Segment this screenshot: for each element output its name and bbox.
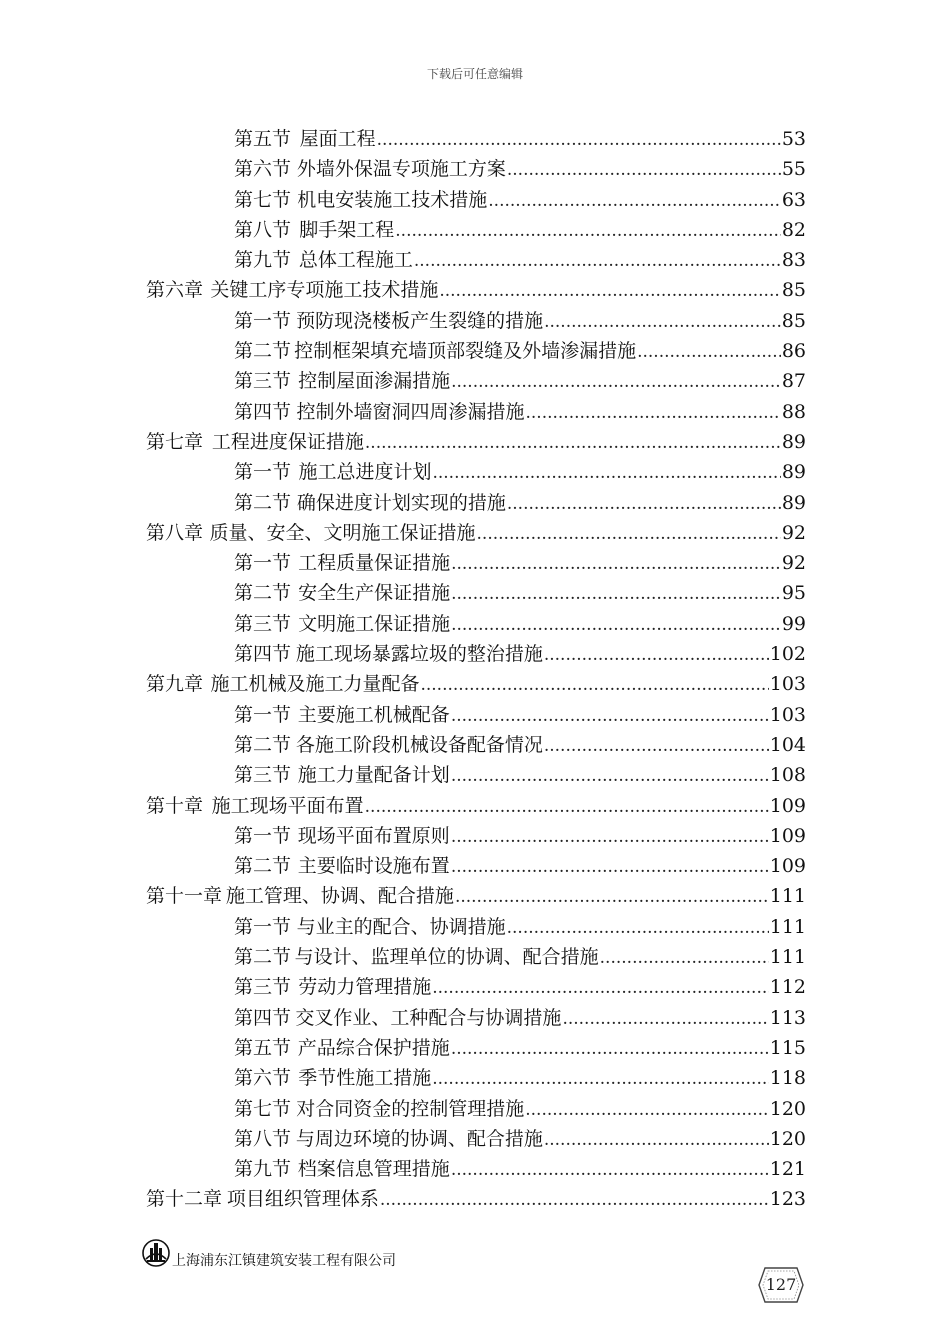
toc-entry-title: 机电安装施工技术措施 — [297, 188, 488, 211]
toc-section-row[interactable] — [146, 1033, 806, 1063]
toc-entry-page: 118 — [769, 1067, 806, 1090]
toc-dot-leader — [432, 457, 780, 487]
toc-entry-number: 第三节 — [234, 612, 292, 635]
toc-entry-title: 产品综合保护措施 — [297, 1036, 450, 1059]
toc-dot-leader — [377, 124, 781, 154]
toc-dot-leader — [507, 912, 769, 942]
toc-dot-leader — [414, 245, 781, 275]
toc-entry-page: 103 — [769, 703, 806, 726]
toc-entry-title: 施工现场暴露垃圾的整治措施 — [295, 643, 543, 666]
toc-dot-leader — [507, 488, 781, 518]
toc-entry-number: 第七节 — [234, 1097, 292, 1120]
toc-entry-page: 111 — [769, 915, 806, 938]
toc-dot-leader — [525, 1094, 769, 1124]
toc-section-row[interactable] — [146, 912, 806, 942]
toc-dot-leader — [432, 1063, 769, 1093]
toc-entry-number: 第十一章 — [146, 885, 223, 908]
toc-entry-number: 第三节 — [234, 764, 292, 787]
toc-dot-leader — [395, 215, 781, 245]
toc-entry-title: 与周边环境的协调、配合措施 — [295, 1127, 543, 1150]
page-header: 下载后可任意编辑 — [426, 67, 523, 81]
toc-entry-title: 确保进度计划实现的措施 — [296, 491, 506, 514]
toc-section-row[interactable] — [146, 245, 806, 275]
toc-entry-number: 第八章 — [146, 521, 204, 544]
toc-section-row[interactable] — [146, 397, 806, 427]
toc-entry-page: 87 — [781, 370, 806, 393]
toc-dot-leader — [451, 821, 769, 851]
toc-entry-title: 施工管理、协调、配合措施 — [225, 885, 454, 908]
toc-dot-leader — [380, 1184, 769, 1214]
toc-section-row[interactable] — [146, 730, 806, 760]
toc-entry-number: 第五节 — [234, 1036, 292, 1059]
toc-dot-leader — [544, 1124, 769, 1154]
toc-dot-leader — [451, 1033, 769, 1063]
toc-dot-leader — [637, 336, 781, 366]
toc-entry-page: 55 — [781, 158, 806, 181]
toc-entry-title: 关键工序专项施工技术措施 — [210, 279, 439, 302]
toc-section-row[interactable] — [146, 972, 806, 1002]
toc-entry-number: 第五节 — [234, 128, 292, 150]
toc-entry-title: 项目组织管理体系 — [226, 1188, 379, 1211]
toc-chapter-row[interactable] — [146, 669, 806, 699]
toc-entry-title: 档案信息管理措施 — [297, 1158, 450, 1181]
toc-chapter-row[interactable] — [146, 427, 806, 457]
toc-entry-page: 89 — [781, 461, 806, 484]
toc-entry-title: 各施工阶段机械设备配备情况 — [295, 733, 543, 756]
toc-dot-leader — [451, 851, 769, 881]
toc-entry-page: 85 — [781, 309, 806, 332]
toc-entry-title: 施工总进度计划 — [298, 461, 432, 484]
toc-entry-page: 89 — [781, 491, 806, 514]
toc-section-row[interactable] — [146, 457, 806, 487]
toc-section-row[interactable] — [146, 366, 806, 396]
toc-section-row[interactable] — [146, 1003, 806, 1033]
toc-entry-title: 施工现场平面布置 — [211, 794, 364, 817]
toc-section-row[interactable] — [146, 548, 806, 578]
table-of-contents — [146, 124, 806, 1215]
toc-entry-number: 第九节 — [234, 1158, 292, 1181]
toc-entry-page: 63 — [781, 188, 806, 211]
toc-entry-title: 现场平面布置原则 — [297, 824, 450, 847]
toc-entry-title: 季节性施工措施 — [298, 1067, 432, 1090]
toc-entry-number: 第二节 — [234, 582, 292, 605]
toc-entry-page: 92 — [781, 521, 806, 544]
toc-dot-leader — [420, 669, 768, 699]
toc-dot-leader — [451, 548, 781, 578]
toc-entry-number: 第一节 — [234, 824, 292, 847]
toc-entry-title: 工程质量保证措施 — [298, 552, 451, 575]
toc-entry-page: 99 — [781, 612, 806, 635]
toc-entry-number: 第三节 — [234, 976, 292, 999]
toc-chapter-row[interactable] — [146, 275, 806, 305]
toc-entry-number: 第二节 — [234, 855, 292, 878]
toc-dot-leader — [365, 427, 781, 457]
toc-entry-number: 第六章 — [146, 279, 204, 302]
toc-entry-number: 第九章 — [146, 673, 204, 696]
toc-entry-number: 第七节 — [234, 188, 292, 211]
toc-entry-page: 95 — [781, 582, 806, 605]
toc-section-row[interactable] — [146, 1124, 806, 1154]
toc-entry-title: 预防现浇楼板产生裂缝的措施 — [296, 309, 544, 332]
toc-dot-leader — [544, 639, 769, 669]
toc-dot-leader — [451, 1154, 769, 1184]
toc-entry-title: 控制外墙窗洞四周渗漏措施 — [296, 400, 525, 423]
toc-entry-number: 第一节 — [234, 552, 292, 575]
toc-section-row[interactable] — [146, 154, 806, 184]
toc-entry-number: 第一节 — [234, 915, 292, 938]
toc-entry-title: 质量、安全、文明施工保证措施 — [209, 521, 476, 544]
company-logo-icon — [142, 1239, 170, 1267]
toc-chapter-row[interactable] — [146, 791, 806, 821]
toc-entry-page: 104 — [769, 733, 806, 756]
toc-entry-number: 第二节 — [234, 491, 292, 514]
toc-entry-title: 脚手架工程 — [299, 218, 395, 241]
toc-entry-page: 89 — [781, 430, 806, 453]
toc-dot-leader — [365, 791, 769, 821]
toc-dot-leader — [507, 154, 781, 184]
toc-entry-number: 第四节 — [234, 400, 292, 423]
toc-entry-number: 第一节 — [234, 461, 292, 484]
toc-dot-leader — [562, 1003, 768, 1033]
toc-entry-title: 安全生产保证措施 — [298, 582, 451, 605]
toc-dot-leader — [488, 185, 781, 215]
toc-entry-number: 第一节 — [234, 703, 292, 726]
toc-entry-page: 88 — [781, 400, 806, 423]
toc-entry-title: 控制屋面渗漏措施 — [298, 370, 451, 393]
toc-entry-number: 第九节 — [234, 249, 292, 272]
toc-chapter-row[interactable] — [146, 1184, 806, 1214]
toc-entry-page: 120 — [769, 1127, 806, 1150]
toc-dot-leader — [451, 700, 769, 730]
toc-chapter-row[interactable] — [146, 881, 806, 911]
toc-section-row[interactable] — [146, 700, 806, 730]
page-number: 127 — [765, 1275, 797, 1294]
toc-entry-title: 控制框架填充墙顶部裂缝及外墙渗漏措施 — [294, 340, 637, 363]
toc-section-row[interactable] — [146, 185, 806, 215]
toc-entry-page: 111 — [769, 885, 806, 908]
toc-entry-page: 123 — [769, 1188, 806, 1211]
toc-section-row[interactable] — [146, 306, 806, 336]
toc-entry-number: 第四节 — [234, 1006, 292, 1029]
toc-dot-leader — [455, 881, 769, 911]
toc-entry-page: 92 — [781, 552, 806, 575]
toc-entry-title: 外墙外保温专项施工方案 — [296, 158, 506, 181]
toc-entry-page: 86 — [781, 340, 806, 363]
toc-dot-leader — [451, 609, 781, 639]
toc-section-row[interactable] — [146, 488, 806, 518]
toc-entry-number: 第八节 — [234, 1127, 292, 1150]
toc-entry-page: 109 — [769, 824, 806, 847]
toc-section-row[interactable] — [146, 1063, 806, 1093]
toc-dot-leader — [600, 942, 769, 972]
toc-section-row[interactable] — [146, 609, 806, 639]
toc-entry-title: 主要临时设施布置 — [297, 855, 450, 878]
toc-entry-page: 82 — [781, 218, 806, 241]
toc-dot-leader — [432, 972, 769, 1002]
toc-section-row[interactable] — [146, 1094, 806, 1124]
toc-entry-page: 113 — [769, 1006, 806, 1029]
toc-entry-number: 第四节 — [234, 643, 292, 666]
toc-section-row[interactable] — [146, 336, 806, 366]
toc-entry-title: 施工力量配备计划 — [297, 764, 450, 787]
toc-entry-number: 第八节 — [234, 218, 292, 241]
toc-entry-number: 第十二章 — [146, 1188, 223, 1211]
toc-entry-page: 53 — [781, 128, 806, 150]
toc-section-row[interactable] — [146, 639, 806, 669]
toc-entry-title: 工程进度保证措施 — [211, 430, 364, 453]
toc-section-row[interactable] — [146, 760, 806, 790]
toc-entry-number: 第二节 — [234, 733, 292, 756]
toc-section-row[interactable] — [146, 821, 806, 851]
toc-dot-leader — [439, 275, 780, 305]
toc-entry-page: 109 — [769, 855, 806, 878]
toc-entry-page: 115 — [769, 1036, 806, 1059]
toc-dot-leader — [544, 730, 769, 760]
toc-entry-page: 83 — [781, 249, 806, 272]
toc-section-row[interactable] — [146, 215, 806, 245]
toc-dot-leader — [451, 366, 781, 396]
toc-entry-page: 111 — [769, 946, 806, 969]
toc-dot-leader — [451, 760, 769, 790]
toc-entry-title: 主要施工机械配备 — [297, 703, 450, 726]
toc-entry-number: 第十章 — [146, 794, 204, 817]
page-footer — [142, 1236, 396, 1270]
toc-entry-page: 102 — [769, 643, 806, 666]
toc-entry-title: 交叉作业、工种配合与协调措施 — [295, 1006, 562, 1029]
toc-entry-page: 109 — [769, 794, 806, 817]
toc-entry-title: 与业主的配合、协调措施 — [296, 915, 506, 938]
toc-entry-page: 103 — [769, 673, 806, 696]
company-name: 上海浦东江镇建筑安装工程有限公司 — [172, 1253, 396, 1269]
toc-chapter-row[interactable] — [146, 518, 806, 548]
toc-entry-number: 第六节 — [234, 1067, 292, 1090]
toc-entry-title: 文明施工保证措施 — [298, 612, 451, 635]
toc-entry-number: 第六节 — [234, 158, 292, 181]
toc-dot-leader — [477, 518, 781, 548]
toc-dot-leader — [451, 578, 781, 608]
toc-entry-page: 120 — [769, 1097, 806, 1120]
toc-dot-leader — [525, 397, 780, 427]
toc-section-row[interactable] — [146, 942, 806, 972]
toc-section-row[interactable] — [146, 1154, 806, 1184]
toc-entry-number: 第二节 — [234, 946, 292, 969]
toc-section-row[interactable] — [146, 124, 806, 154]
toc-entry-page: 108 — [769, 764, 806, 787]
toc-dot-leader — [544, 306, 781, 336]
toc-entry-number: 第一节 — [234, 309, 292, 332]
toc-entry-number: 第三节 — [234, 370, 292, 393]
toc-entry-number: 第二节 — [234, 340, 292, 363]
toc-entry-page: 121 — [769, 1158, 806, 1181]
toc-section-row[interactable] — [146, 578, 806, 608]
toc-entry-page: 85 — [781, 279, 806, 302]
toc-entry-title: 劳动力管理措施 — [298, 976, 432, 999]
toc-entry-page: 112 — [769, 976, 806, 999]
toc-entry-title: 总体工程施工 — [298, 249, 413, 272]
toc-entry-title: 施工机械及施工力量配备 — [210, 673, 420, 696]
toc-entry-title: 屋面工程 — [299, 128, 376, 150]
page-number-box — [757, 1266, 805, 1304]
toc-entry-title: 对合同资金的控制管理措施 — [296, 1097, 525, 1120]
toc-entry-title: 与设计、监理单位的协调、配合措施 — [294, 946, 599, 969]
toc-entry-number: 第七章 — [146, 430, 204, 453]
toc-section-row[interactable] — [146, 851, 806, 881]
